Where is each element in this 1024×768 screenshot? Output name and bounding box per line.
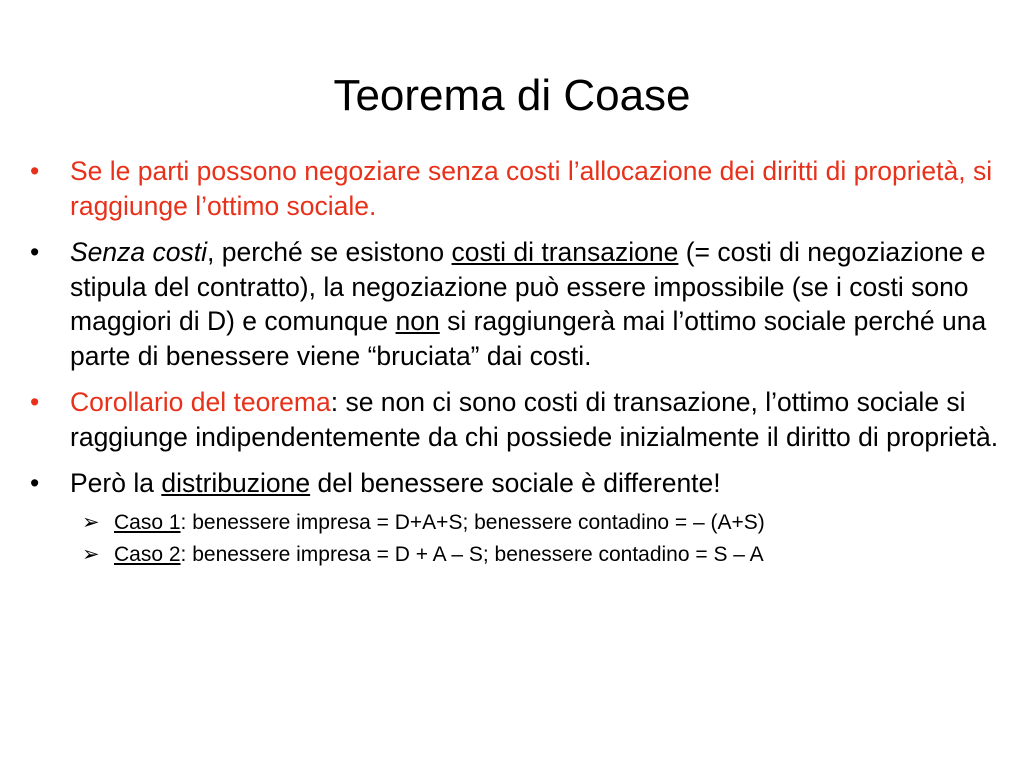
case-text: : benessere impresa = D+A+S; benessere contadino = – (A+S)	[180, 510, 765, 534]
sub-bullet-2	[26, 541, 1018, 569]
case-label: Caso 2	[114, 542, 181, 566]
underlined-term: non	[395, 306, 440, 336]
bullet-dot-icon: •	[30, 468, 40, 498]
bullet-text: Se le parti possono negoziare senza costi l’allocazione dei diritti di proprietà, si raggiunge l’ottimo sociale.	[70, 156, 993, 221]
slide-title: Teorema di Coase	[333, 71, 691, 120]
underlined-term: distribuzione	[161, 468, 311, 498]
bullet-text: : se non ci sono costi di transazione, l’ottimo sociale si raggiunge indipendentemente da chi possiede inizialmente il diritto di proprietà.	[70, 387, 999, 452]
arrow-bullet-icon: ➢	[82, 542, 100, 566]
arrow-bullet-icon: ➢	[82, 510, 100, 534]
bullet-list	[26, 154, 1018, 573]
bullet-text: Però la	[70, 468, 162, 498]
bullet-dot-icon: •	[30, 237, 40, 267]
red-term: Corollario del teorema	[70, 387, 331, 417]
bullet-item-2	[26, 235, 1018, 373]
bullet-item-4	[26, 466, 1018, 501]
bullet-item-1	[26, 154, 1018, 223]
underlined-term: costi di transazione	[451, 237, 679, 267]
bullet-text: (= costi di negoziazione e stipula del contratto), la negoziazione può essere impossibile (se i costi sono maggiori di D) e comunque	[70, 237, 986, 336]
bullet-item-3	[26, 385, 1018, 454]
sub-bullet-1	[26, 509, 1018, 537]
case-text: : benessere impresa = D + A – S; benessere contadino = S – A	[180, 542, 764, 566]
bullet-text: si raggiungerà mai l’ottimo sociale perché una parte di benessere viene “bruciata” dai costi.	[70, 306, 987, 371]
bullet-text: , perché se esistono	[207, 237, 452, 267]
italic-term: Senza costi	[70, 237, 207, 267]
bullet-dot-icon: •	[30, 387, 40, 417]
case-label: Caso 1	[114, 510, 181, 534]
bullet-text: del benessere sociale è differente!	[310, 468, 721, 498]
bullet-dot-icon: •	[30, 156, 40, 186]
